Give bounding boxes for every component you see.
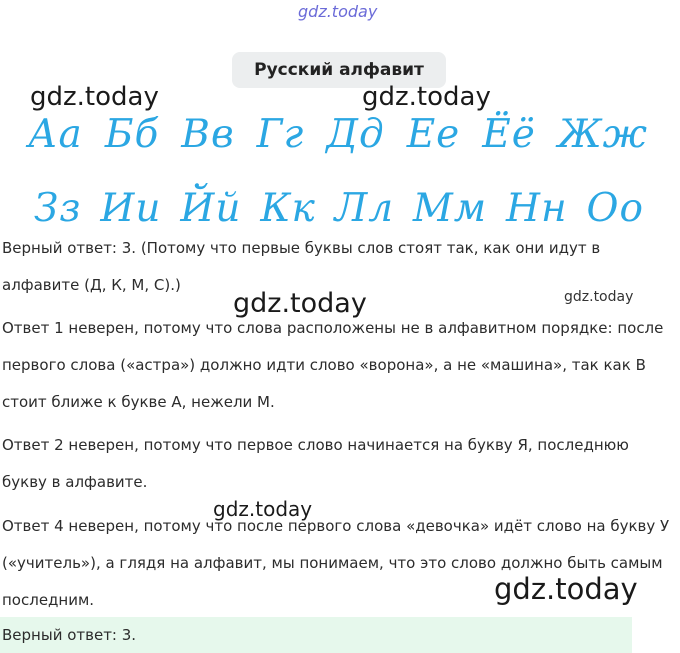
answer-explanation-paragraph: Верный ответ: 3. (Потому что первые буквы слов стоят так, как они идут в алфавите (Д, К, М, С).) bbox=[2, 239, 601, 294]
alphabet-row-1 bbox=[28, 112, 648, 157]
watermark: gdz.today bbox=[362, 82, 491, 112]
alphabet-letter: Ёё bbox=[482, 112, 536, 157]
section-title: Русский алфавит bbox=[232, 52, 446, 88]
alphabet-letter: Кк bbox=[260, 186, 316, 231]
alphabet-letter: Оо bbox=[586, 186, 644, 231]
alphabet-letter: Гг bbox=[256, 112, 305, 157]
alphabet-letter: Жж bbox=[557, 112, 648, 157]
alphabet-letter: Мм bbox=[412, 186, 488, 231]
alphabet-letter: Бб bbox=[104, 112, 160, 157]
alphabet-letter: Зз bbox=[34, 186, 82, 231]
watermark: gdz.today bbox=[30, 82, 159, 112]
alphabet-letter: Вв bbox=[181, 112, 235, 157]
alphabet-letter: Аа bbox=[28, 112, 83, 157]
alphabet-letter: Лл bbox=[334, 186, 395, 231]
correct-answer-banner: Верный ответ: 3. bbox=[0, 617, 632, 653]
alphabet-letter: Ии bbox=[100, 186, 162, 231]
watermark: gdz.today bbox=[233, 288, 367, 319]
alphabet-letter: Йй bbox=[180, 186, 242, 231]
alphabet-letter: Нн bbox=[505, 186, 568, 231]
alphabet-row-2 bbox=[34, 186, 644, 231]
watermark: gdz.today bbox=[564, 289, 634, 305]
watermark: gdz.today bbox=[213, 497, 313, 521]
watermark-top: gdz.today bbox=[298, 2, 378, 21]
answer-1-explanation: Ответ 1 неверен, потому что слова расположены не в алфавитном порядке: после первого слова («астра») должно идти слово «ворона», а не «машина», так как В стоит ближе к букве А, нежели М. bbox=[2, 319, 664, 411]
alphabet-letter: Дд bbox=[326, 112, 385, 157]
answer-4-explanation: Ответ 4 неверен, потому что после первого слова «девочка» идёт слово на букву У («учитель»), а глядя на алфавит, мы понимаем, что это слово должно быть самым последним. bbox=[2, 517, 670, 609]
watermark: gdz.today bbox=[494, 572, 638, 606]
answer-2-explanation: Ответ 2 неверен, потому что первое слово начинается на букву Я, последнюю букву в алфавите. bbox=[2, 436, 629, 491]
alphabet-letter: Ее bbox=[406, 112, 461, 157]
